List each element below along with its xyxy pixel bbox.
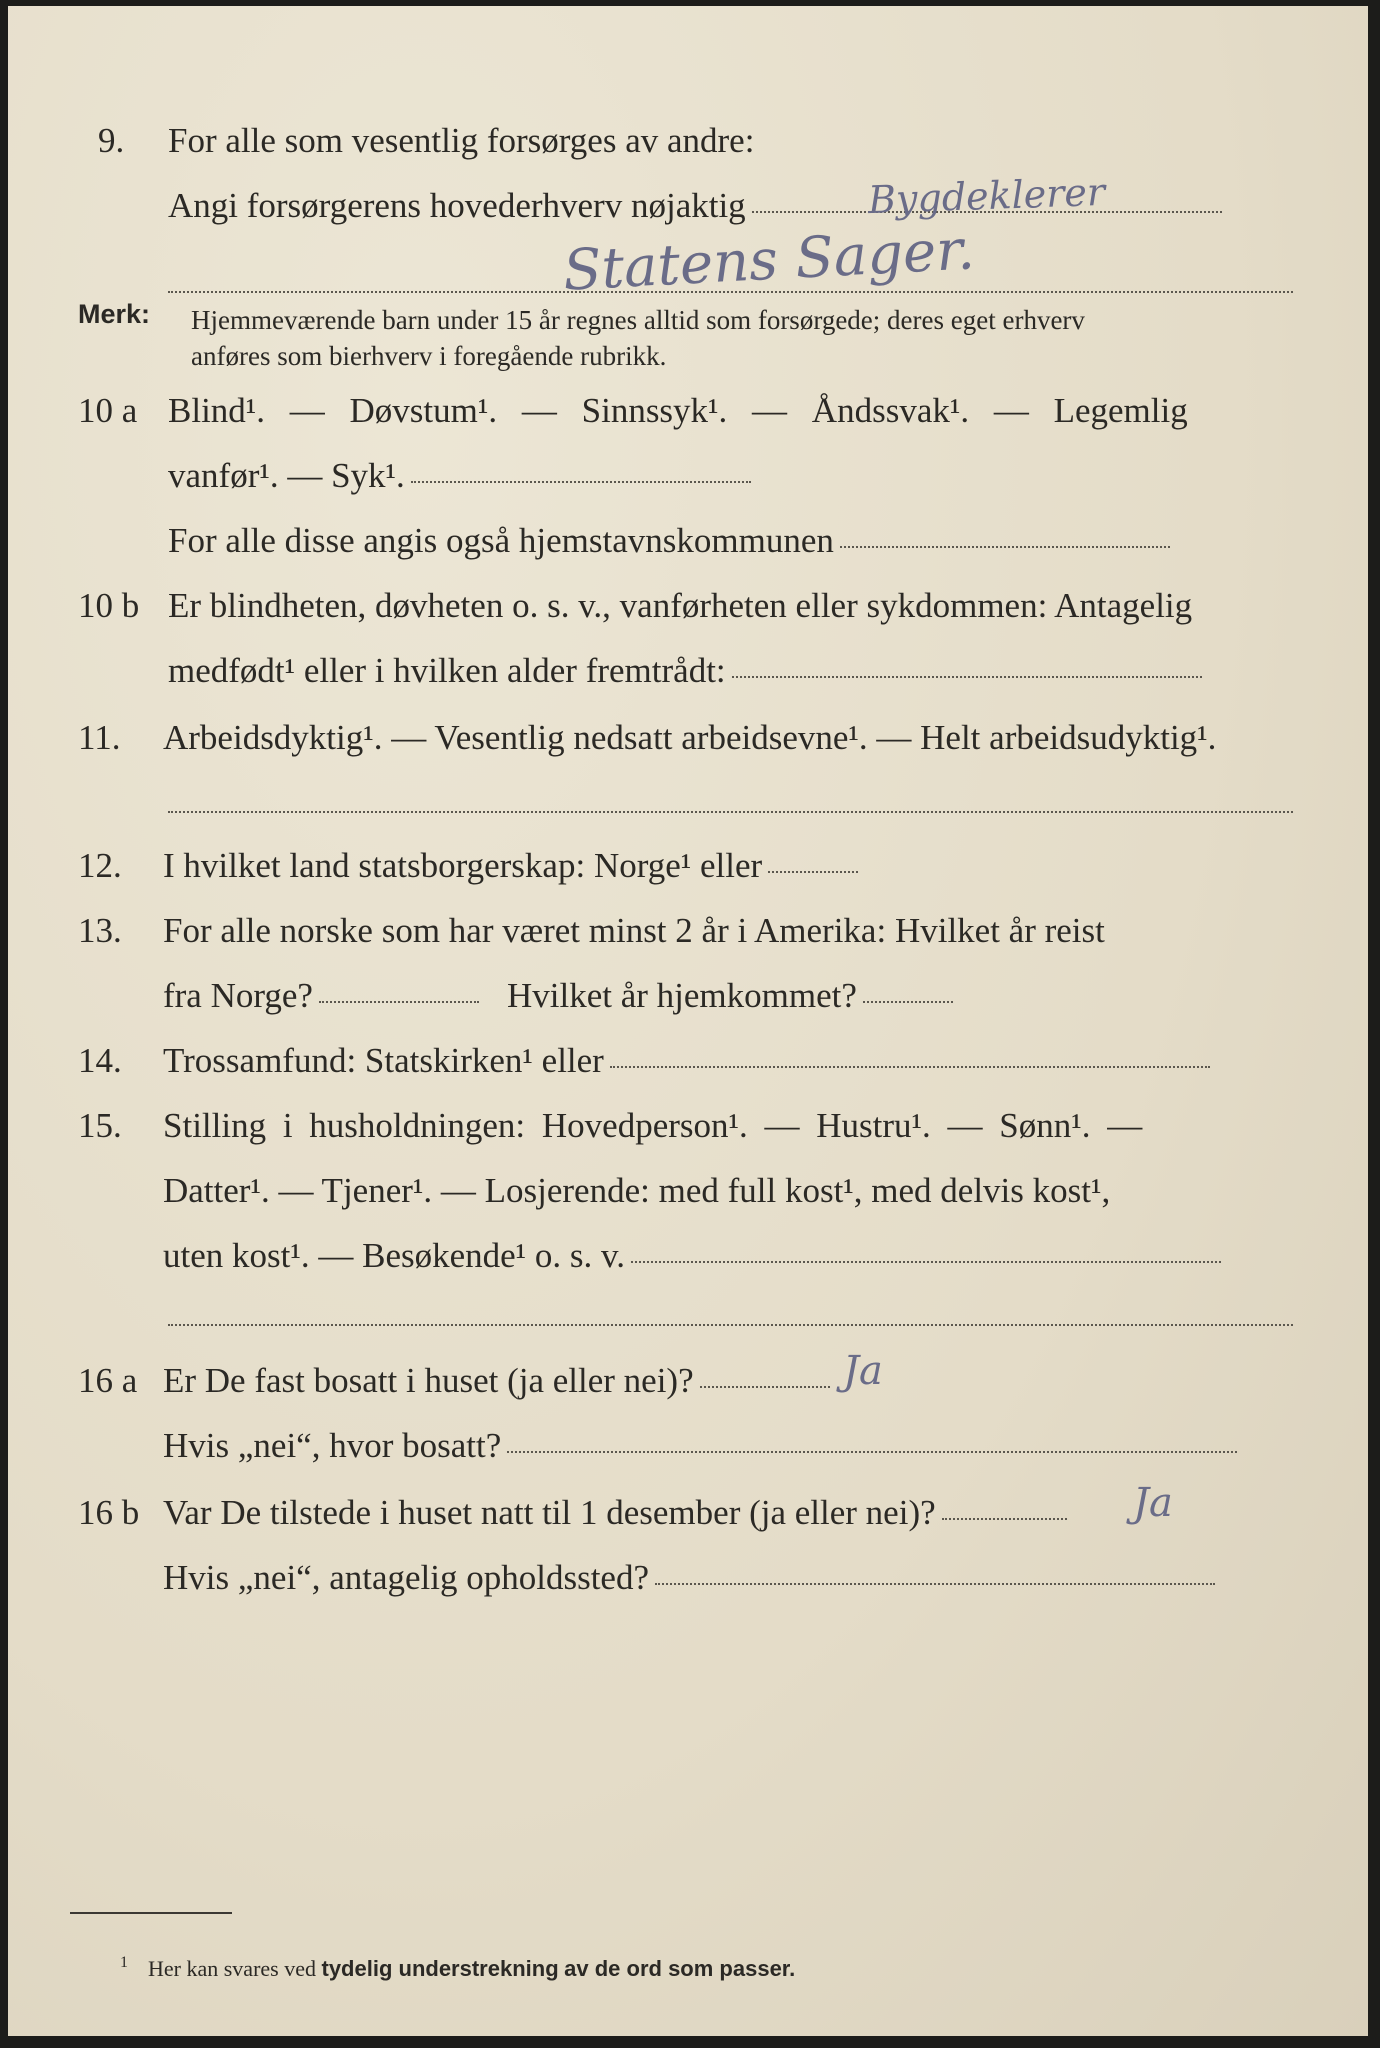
- q9-handwritten-2: Statens Sager.: [561, 217, 977, 304]
- q13-reist-line[interactable]: [319, 1001, 479, 1003]
- q10a-line2: [168, 456, 751, 506]
- q14-line1-text: Trossamfund: Statskirken¹ eller: [163, 1041, 604, 1080]
- q10b-line1: [168, 586, 1192, 636]
- q10a-line3-text: For alle disse angis også hjemstavnskommunen: [168, 521, 834, 560]
- q16b-answer-line[interactable]: [942, 1518, 1067, 1520]
- q11-line1-text: Arbeidsdyktig¹. — Vesentlig nedsatt arbeidsevne¹. — Helt arbeidsudyktig¹.: [163, 718, 1217, 757]
- q10b-number: 10 b: [78, 586, 140, 625]
- q9-line1: [168, 121, 754, 171]
- q16a-handwritten: Ja: [843, 1348, 883, 1394]
- q9-line2-text: Angi forsørgerens hovederhverv nøjaktig: [168, 186, 746, 225]
- q12-answer-line[interactable]: [768, 871, 858, 873]
- footnote-text-start: Her kan svares ved: [148, 1956, 316, 1981]
- q16a-line1: [163, 1361, 830, 1411]
- q12-number: 12.: [78, 846, 122, 885]
- q16b-number: 16 b: [78, 1493, 140, 1532]
- q16b-line1-text: Var De tilstede i huset natt til 1 desember (ja eller nei)?: [163, 1493, 936, 1532]
- q13-reist-label: fra Norge?: [163, 976, 313, 1015]
- q15-answer-line-2[interactable]: [168, 1324, 1293, 1326]
- q10b-line1-text: Er blindheten, døvheten o. s. v., vanførheten eller sykdommen: Antagelig: [168, 586, 1193, 625]
- q11-line1: [163, 718, 1216, 768]
- q10a-number: 10 a: [78, 391, 138, 430]
- q9-line1-text: For alle som vesentlig forsørges av andre:: [168, 121, 755, 160]
- q16a-number: 16 a: [78, 1361, 138, 1400]
- q15-line3-text: uten kost¹. — Besøkende¹ o. s. v.: [163, 1236, 626, 1275]
- merk-label: Merk:: [78, 299, 151, 329]
- q10b-line2-text: medfødt¹ eller i hvilken alder fremtrådt:: [168, 651, 726, 690]
- q10b-answer-line[interactable]: [732, 676, 1202, 678]
- q16a-answer-line[interactable]: [700, 1386, 830, 1388]
- q13-line2: [163, 976, 953, 1026]
- q14-number: 14.: [78, 1041, 122, 1080]
- q15-line3: [163, 1236, 1221, 1286]
- q13-hjemkommet-label: Hvilket år hjemkommet?: [506, 976, 857, 1015]
- q14-line1: [163, 1041, 1210, 1091]
- q15-line2-text: Datter¹. — Tjener¹. — Losjerende: med full kost¹, med delvis kost¹,: [163, 1171, 1111, 1210]
- q15-number: 15.: [78, 1106, 122, 1145]
- q10a-answer-line[interactable]: [411, 481, 751, 483]
- q10a-hjemstavn-line[interactable]: [840, 546, 1170, 548]
- q13-number: 13.: [78, 911, 122, 950]
- q13-line1: [163, 911, 1105, 961]
- q16a-line2: [163, 1426, 1237, 1476]
- merk-line2: anføres som bierhverv i foregående rubrikk.: [191, 341, 667, 371]
- q10a-line1-text: Blind¹. — Døvstum¹. — Sinnssyk¹. — Åndssvak¹. — Legemlig: [168, 391, 1188, 430]
- q9-number: 9.: [98, 121, 125, 160]
- q13-hjemkommet-line[interactable]: [863, 1001, 953, 1003]
- q12-line1: [163, 846, 858, 896]
- q15-answer-line[interactable]: [631, 1261, 1221, 1263]
- q16b-line2: [163, 1558, 1215, 1608]
- q16b-line1: [163, 1493, 1067, 1543]
- q16a-line2-text: Hvis „nei“, hvor bosatt?: [163, 1426, 502, 1465]
- merk-line1: Hjemmeværende barn under 15 år regnes alltid som forsørgede; deres eget erhverv: [191, 305, 1085, 335]
- q15-line1: [163, 1106, 1142, 1156]
- q16b-line2-text: Hvis „nei“, antagelig opholdssted?: [163, 1558, 649, 1597]
- footnote-rule: [70, 1912, 232, 1914]
- q10a-line2-text: vanfør¹. — Syk¹.: [168, 456, 405, 495]
- q12-line1-text: I hvilket land statsborgerskap: Norge¹ eller: [163, 846, 763, 885]
- q15-line1-text: Stilling i husholdningen: Hovedperson¹. — Hustru¹. — Sønn¹. —: [163, 1106, 1143, 1145]
- footnote-mark: 1: [120, 1954, 128, 1971]
- q15-line2: [163, 1171, 1110, 1221]
- q16a-line1-text: Er De fast bosatt i huset (ja eller nei)?: [163, 1361, 694, 1400]
- footnote-text-end: av de ord som passer.: [564, 1956, 796, 1981]
- q13-line1-text: For alle norske som har været minst 2 år i Amerika: Hvilket år reist: [163, 911, 1105, 950]
- footnote-text: [148, 1956, 795, 1982]
- q16b-handwritten: Ja: [1133, 1480, 1173, 1526]
- q10a-line3: [168, 521, 1170, 571]
- footnote-text-bold: tydelig understrekning: [321, 1956, 559, 1981]
- q10a-line1: [168, 391, 1188, 441]
- q11-answer-line[interactable]: [168, 811, 1293, 813]
- q10b-line2: [168, 651, 1202, 701]
- merk-note: [191, 302, 1311, 374]
- q11-number: 11.: [78, 718, 121, 757]
- q16b-opholdssted-line[interactable]: [655, 1583, 1215, 1585]
- q14-answer-line[interactable]: [610, 1066, 1210, 1068]
- q9-handwritten-1: Bygdeklerer: [867, 169, 1106, 223]
- census-form-page: [8, 6, 1368, 2036]
- q16a-bosatt-line[interactable]: [507, 1451, 1237, 1453]
